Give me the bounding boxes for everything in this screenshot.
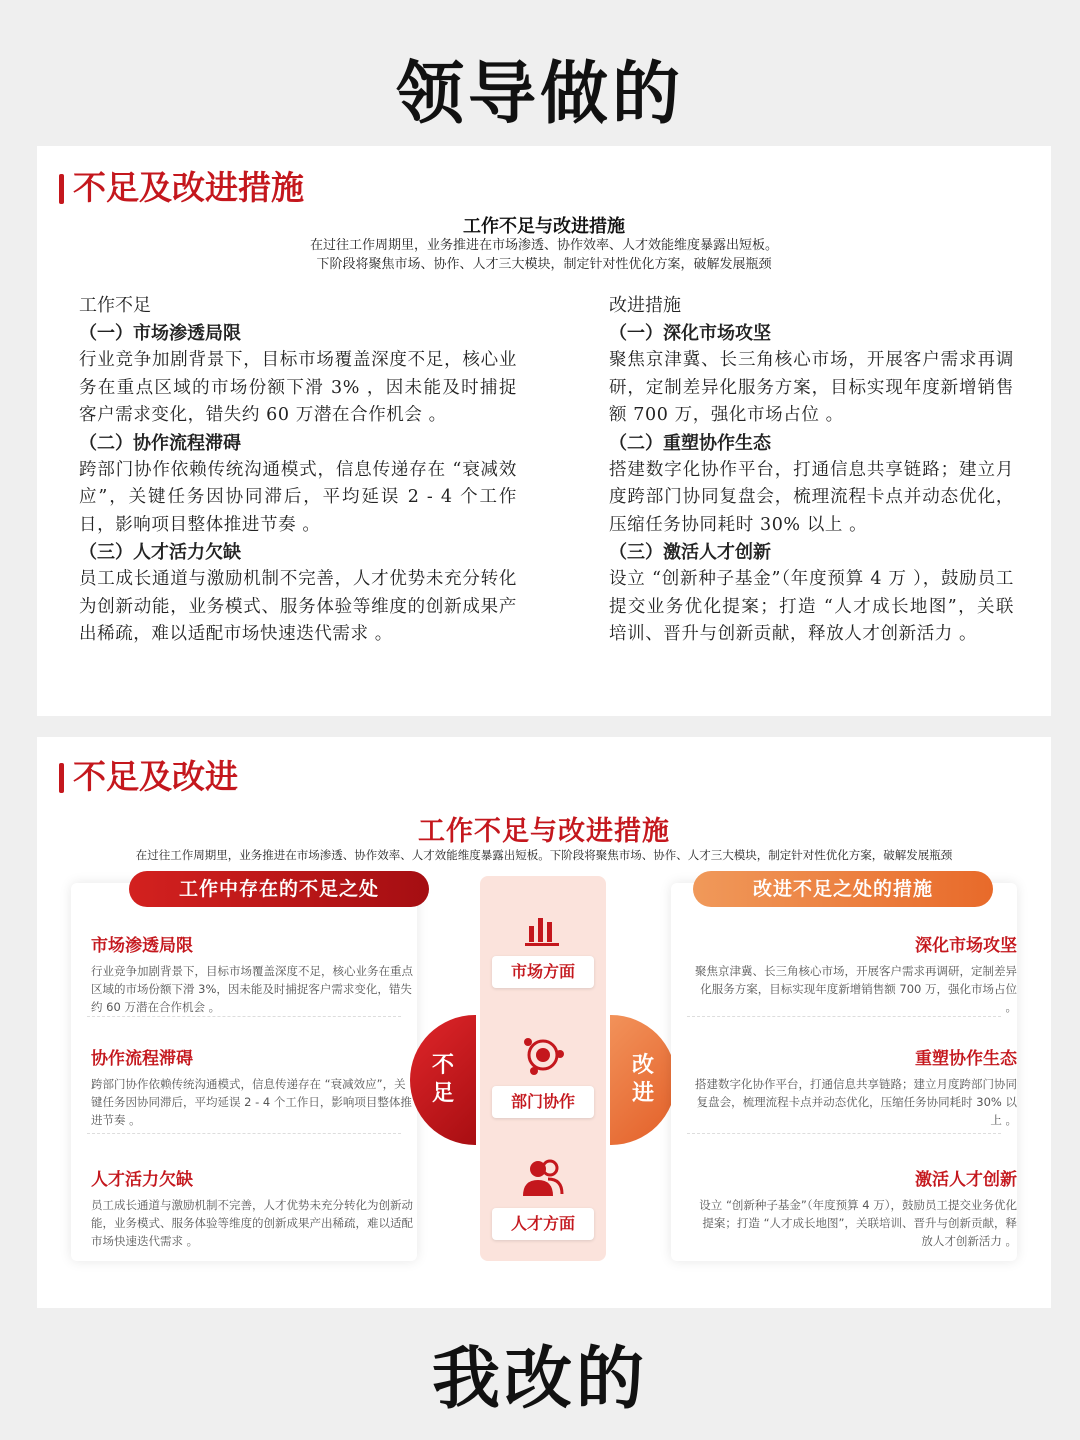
improvement-item [691,1044,1017,1129]
category-collaboration [480,1034,606,1118]
badge-char: 改 [631,1053,654,1078]
network-icon [520,1034,566,1076]
people-icon [520,1158,566,1198]
shortcomings-pill: 工作中存在的不足之处 [129,871,429,907]
item-title: 协作流程滞碍 [91,1049,193,1069]
item-title: 激活人才创新 [915,1170,1017,1190]
section-subtitle: （一）深化市场攻坚 [609,323,771,344]
divider [687,1133,1001,1134]
section-subtitle: （三）人才活力欠缺 [79,542,241,563]
shortcomings-badge [410,1015,476,1145]
section-body: 行业竞争加剧背景下，目标市场覆盖深度不足，核心业务在重点区域的市场份额下滑 3% ，因未能及时捕捉客户需求变化，错失约 60 万潜在合作机会 。 [79,350,517,425]
column-title: 改进措施 [609,295,681,316]
top-caption: 领导做的 [395,55,684,134]
redesigned-slide [37,737,1051,1308]
section-subtitle: （二）重塑协作生态 [609,432,771,454]
improvement-item [691,931,1017,1016]
improvement-item [691,1165,1017,1250]
slide-title: 工作不足与改进措施 [418,816,670,847]
improvements-column [609,292,1014,649]
category-label: 市场方面 [492,956,594,988]
original-slide [37,146,1051,716]
item-title: 人才活力欠缺 [91,1170,193,1190]
document-intro [37,236,1051,274]
item-body: 聚焦京津冀、长三角核心市场，开展客户需求再调研，定制差异化服务方案，目标实现年度新增销售额 700 万，强化市场占位 。 [695,964,1017,1014]
section-subtitle: （一）市场渗透局限 [79,323,241,344]
section-body: 搭建数字化协作平台，打通信息共享链路；建立月度跨部门协同复盘会，梳理流程卡点并动态优化，压缩任务协同耗时 30% 以上 。 [609,459,1014,535]
item-title: 市场渗透局限 [91,936,193,956]
section-body: 聚焦京津冀、长三角核心市场，开展客户需求再调研，定制差异化服务方案，目标实现年度新增销售额 700 万，强化市场占位 。 [609,350,1014,425]
shortcoming-item [91,1165,417,1250]
bottom-caption: 我改的 [431,1340,648,1419]
section-subtitle: （三）激活人才创新 [609,542,771,563]
column-title: 工作不足 [79,295,151,316]
slide-heading: 不足及改进 [59,757,238,797]
item-title: 重塑协作生态 [915,1049,1017,1069]
section-body: 员工成长通道与激励机制不完善，人才优势未充分转化为创新动能，业务模式、服务体验等维度的创新成果产出稀疏，难以适配市场快速迭代需求 。 [79,569,517,644]
improvements-panel [671,878,1017,1261]
divider [87,1016,401,1017]
shortcoming-item [91,931,417,1016]
section-body: 跨部门协作依赖传统沟通模式，信息传递存在 “衰减效应”，关键任务因协同滞后，平均延误 2 - 4 个工作日，影响项目整体推进节奏 。 [79,459,517,535]
category-label: 人才方面 [492,1208,594,1240]
item-body: 员工成长通道与激励机制不完善，人才优势未充分转化为创新动能，业务模式、服务体验等维度的创新成果产出稀疏，难以适配市场快速迭代需求 。 [91,1198,413,1248]
category-column [480,876,606,1261]
item-body: 行业竞争加剧背景下，目标市场覆盖深度不足，核心业务在重点区域的市场份额下滑 3%，因未能及时捕捉客户需求变化，错失约 60 万潜在合作机会 。 [91,964,413,1014]
shortcomings-panel [71,878,417,1261]
document-title: 工作不足与改进措施 [463,216,625,237]
intro-line: 下阶段将聚焦市场、协作、人才三大模块，制定针对性优化方案，破解发展瓶颈 [316,257,772,272]
category-talent [480,1158,606,1240]
shortcomings-column [79,292,517,649]
slide-heading: 不足及改进措施 [59,168,304,208]
category-label: 部门协作 [492,1086,594,1118]
shortcoming-item [91,1044,417,1129]
item-body: 搭建数字化协作平台，打通信息共享链路；建立月度跨部门协同复盘会，梳理流程卡点并动态优化，压缩任务协同耗时 30% 以上 。 [695,1077,1017,1127]
item-body: 设立 “创新种子基金”（年度预算 4 万），鼓励员工提交业务优化提案；打造 “人才成长地图”，关联培训、晋升与创新贡献，释放人才创新活力 。 [699,1198,1017,1248]
item-body: 跨部门协作依赖传统沟通模式，信息传递存在 “衰减效应”，关键任务因协同滞后，平均延误 2 - 4 个工作日，影响项目整体推进节奏 。 [91,1077,412,1127]
item-title: 深化市场攻坚 [915,936,1017,956]
badge-char: 不 [431,1053,454,1078]
badge-char: 足 [431,1081,454,1106]
bar-chart-icon [523,912,563,946]
badge-char: 进 [631,1081,654,1106]
intro-line: 在过往工作周期里，业务推进在市场渗透、协作效率、人才效能维度暴露出短板。 [309,238,778,253]
divider [87,1133,401,1134]
section-subtitle: （二）协作流程滞碍 [79,432,241,454]
improvements-badge [610,1015,676,1145]
divider [687,1016,1001,1017]
section-body: 设立 “创新种子基金”（年度预算 4 万 ），鼓励员工提交业务优化提案；打造 “人才成长地图”，关联培训、晋升与创新贡献，释放人才创新活力 。 [609,569,1014,644]
category-market [480,912,606,988]
improvements-pill: 改进不足之处的措施 [693,871,993,907]
slide-intro: 在过往工作周期里，业务推进在市场渗透、协作效率、人才效能维度暴露出短板。下阶段将聚焦市场、协作、人才三大模块，制定针对性优化方案，破解发展瓶颈 [135,848,953,862]
